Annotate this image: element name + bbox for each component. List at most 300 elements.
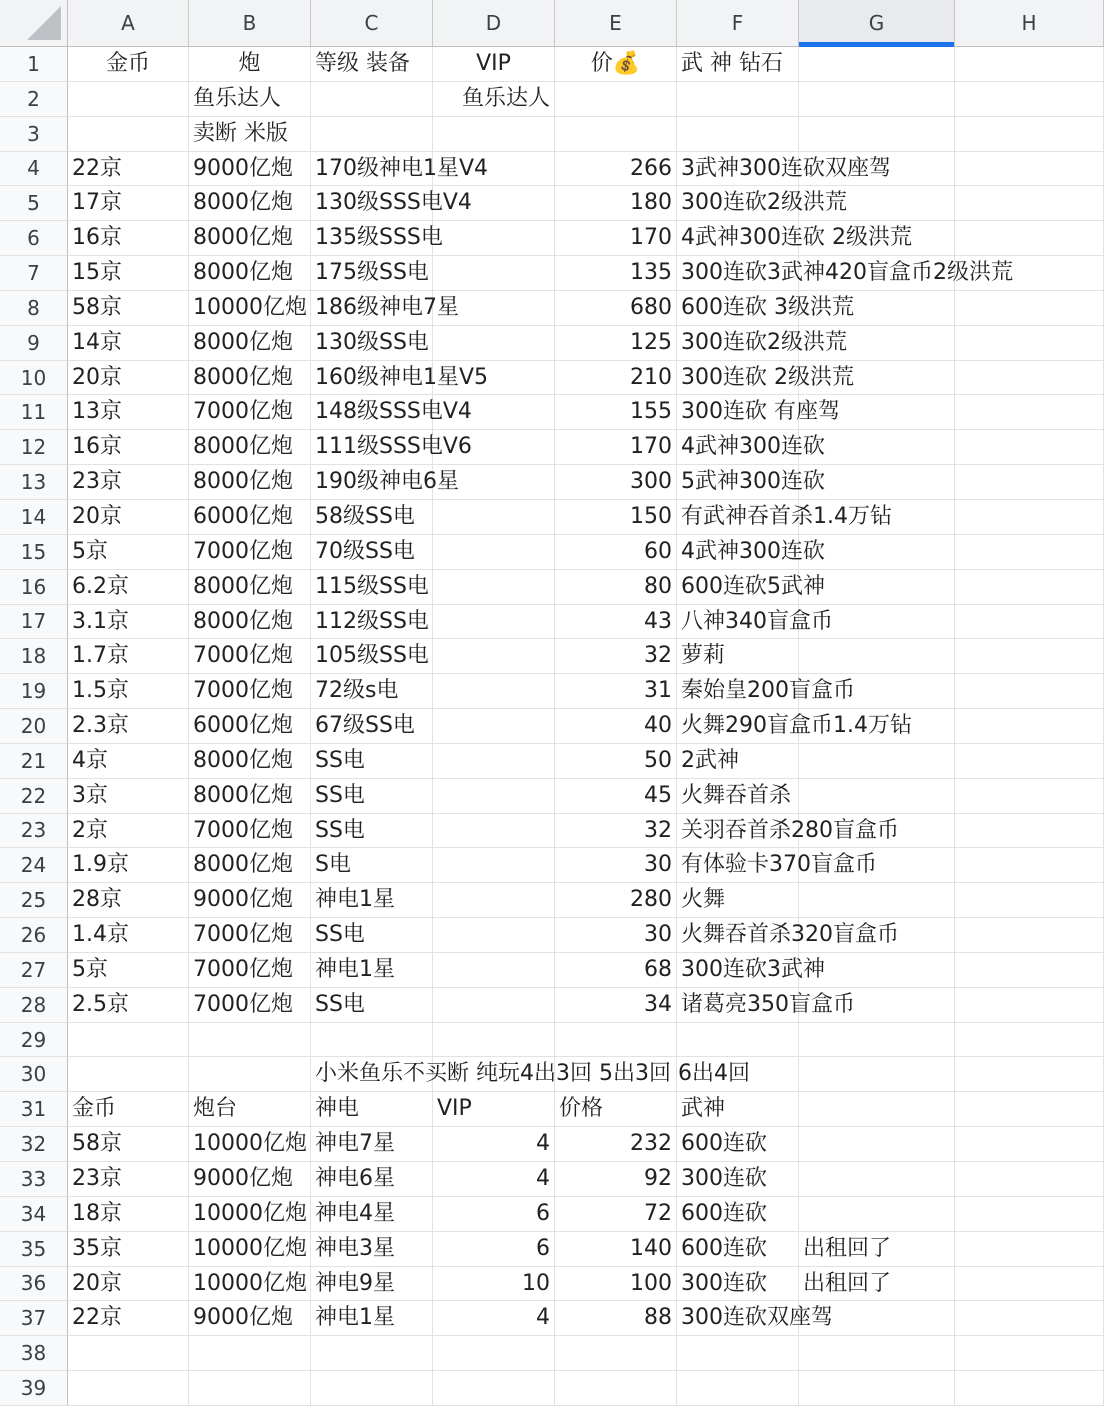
cell-c16[interactable] <box>311 570 433 605</box>
row-header-7[interactable]: 7 <box>0 256 68 291</box>
cell-b28[interactable] <box>189 988 311 1023</box>
row-header-3[interactable]: 3 <box>0 117 68 152</box>
cell-h38[interactable] <box>955 1336 1104 1371</box>
cell-d21[interactable] <box>433 744 555 779</box>
cell-c26[interactable] <box>311 918 433 953</box>
cell-d29[interactable] <box>433 1023 555 1058</box>
cell-e14[interactable] <box>555 500 677 535</box>
cell-h28[interactable] <box>955 988 1104 1023</box>
cell-d9[interactable] <box>433 326 555 361</box>
cell-c17[interactable] <box>311 605 433 640</box>
cell-b32[interactable] <box>189 1127 311 1162</box>
cell-e21[interactable] <box>555 744 677 779</box>
cell-h2[interactable] <box>955 82 1104 117</box>
cell-b9[interactable] <box>189 326 311 361</box>
cell-a26[interactable] <box>68 918 189 953</box>
cell-f19[interactable] <box>677 674 855 709</box>
cell-a14[interactable] <box>68 500 189 535</box>
cell-d24[interactable] <box>433 848 555 883</box>
cell-a23[interactable] <box>68 814 189 849</box>
cell-g18[interactable] <box>799 639 955 674</box>
cell-d39[interactable] <box>433 1371 555 1406</box>
cell-b30[interactable] <box>189 1057 311 1092</box>
cell-c15[interactable] <box>311 535 433 570</box>
cell-f23[interactable] <box>677 814 899 849</box>
cell-f3[interactable] <box>677 117 799 152</box>
cell-h35[interactable] <box>955 1232 1104 1267</box>
cell-d23[interactable] <box>433 814 555 849</box>
cell-c18[interactable] <box>311 639 433 674</box>
row-header-8[interactable]: 8 <box>0 291 68 326</box>
cell-b5[interactable] <box>189 186 311 221</box>
cell-e32[interactable] <box>555 1127 677 1162</box>
cell-g21[interactable] <box>799 744 955 779</box>
row-header-18[interactable]: 18 <box>0 639 68 674</box>
row-header-20[interactable]: 20 <box>0 709 68 744</box>
cell-d38[interactable] <box>433 1336 555 1371</box>
cell-c3[interactable] <box>311 117 433 152</box>
cell-g29[interactable] <box>799 1023 955 1058</box>
cell-g35[interactable] <box>799 1232 955 1267</box>
cell-g31[interactable] <box>799 1092 955 1127</box>
cell-d31[interactable] <box>433 1092 555 1127</box>
cell-e4[interactable] <box>555 152 677 187</box>
cell-d20[interactable] <box>433 709 555 744</box>
cell-a6[interactable] <box>68 221 189 256</box>
cell-h21[interactable] <box>955 744 1104 779</box>
cell-h22[interactable] <box>955 779 1104 814</box>
cell-c21[interactable] <box>311 744 433 779</box>
cell-f11[interactable] <box>677 395 840 430</box>
cell-a16[interactable] <box>68 570 189 605</box>
cell-a31[interactable] <box>68 1092 189 1127</box>
cell-f37[interactable] <box>677 1301 833 1336</box>
cell-b2[interactable] <box>189 82 311 117</box>
cell-a3[interactable] <box>68 117 189 152</box>
cell-e22[interactable] <box>555 779 677 814</box>
cell-c2[interactable] <box>311 82 433 117</box>
cell-a35[interactable] <box>68 1232 189 1267</box>
cell-a28[interactable] <box>68 988 189 1023</box>
cell-a8[interactable] <box>68 291 189 326</box>
row-header-34[interactable]: 34 <box>0 1197 68 1232</box>
cell-b19[interactable] <box>189 674 311 709</box>
cell-c38[interactable] <box>311 1336 433 1371</box>
cell-a9[interactable] <box>68 326 189 361</box>
cell-h1[interactable] <box>955 47 1104 82</box>
row-header-27[interactable]: 27 <box>0 953 68 988</box>
cell-g22[interactable] <box>799 779 955 814</box>
cell-h29[interactable] <box>955 1023 1104 1058</box>
cell-e24[interactable] <box>555 848 677 883</box>
row-header-14[interactable]: 14 <box>0 500 68 535</box>
cell-a37[interactable] <box>68 1301 189 1336</box>
cell-c27[interactable] <box>311 953 433 988</box>
cell-a10[interactable] <box>68 361 189 396</box>
cell-g25[interactable] <box>799 883 955 918</box>
cell-f13[interactable] <box>677 465 825 500</box>
cell-f27[interactable] <box>677 953 825 988</box>
row-header-2[interactable]: 2 <box>0 82 68 117</box>
cell-f14[interactable] <box>677 500 892 535</box>
cell-b12[interactable] <box>189 430 311 465</box>
cell-e11[interactable] <box>555 395 677 430</box>
cell-h8[interactable] <box>955 291 1104 326</box>
cell-c1[interactable] <box>311 47 433 82</box>
cell-h20[interactable] <box>955 709 1104 744</box>
cell-e37[interactable] <box>555 1301 677 1336</box>
cell-a32[interactable] <box>68 1127 189 1162</box>
cell-a5[interactable] <box>68 186 189 221</box>
cell-f8[interactable] <box>677 291 854 326</box>
cell-e28[interactable] <box>555 988 677 1023</box>
cell-g34[interactable] <box>799 1197 955 1232</box>
cell-h12[interactable] <box>955 430 1104 465</box>
cell-f21[interactable] <box>677 744 799 779</box>
row-header-17[interactable]: 17 <box>0 605 68 640</box>
cell-h30[interactable] <box>955 1057 1104 1092</box>
cell-d1[interactable] <box>433 47 555 82</box>
row-header-29[interactable]: 29 <box>0 1023 68 1058</box>
cell-h36[interactable] <box>955 1267 1104 1302</box>
cell-d3[interactable] <box>433 117 555 152</box>
cell-h25[interactable] <box>955 883 1104 918</box>
cell-f5[interactable] <box>677 186 847 221</box>
cell-e31[interactable] <box>555 1092 677 1127</box>
row-header-37[interactable]: 37 <box>0 1301 68 1336</box>
row-header-38[interactable]: 38 <box>0 1336 68 1371</box>
cell-h27[interactable] <box>955 953 1104 988</box>
cell-c19[interactable] <box>311 674 433 709</box>
cell-d22[interactable] <box>433 779 555 814</box>
cell-g3[interactable] <box>799 117 955 152</box>
cell-c31[interactable] <box>311 1092 433 1127</box>
cell-g30[interactable] <box>799 1057 955 1092</box>
cell-b27[interactable] <box>189 953 311 988</box>
cell-c11[interactable] <box>311 395 472 430</box>
cell-a30[interactable] <box>68 1057 189 1092</box>
cell-f25[interactable] <box>677 883 799 918</box>
cell-e9[interactable] <box>555 326 677 361</box>
cell-e15[interactable] <box>555 535 677 570</box>
cell-a2[interactable] <box>68 82 189 117</box>
cell-d28[interactable] <box>433 988 555 1023</box>
cell-c37[interactable] <box>311 1301 433 1336</box>
cell-e12[interactable] <box>555 430 677 465</box>
cell-c24[interactable] <box>311 848 433 883</box>
cell-c22[interactable] <box>311 779 433 814</box>
cell-h11[interactable] <box>955 395 1104 430</box>
cell-e36[interactable] <box>555 1267 677 1302</box>
cell-c25[interactable] <box>311 883 433 918</box>
cell-e2[interactable] <box>555 82 677 117</box>
cell-e39[interactable] <box>555 1371 677 1406</box>
row-header-24[interactable]: 24 <box>0 848 68 883</box>
cell-a20[interactable] <box>68 709 189 744</box>
cell-e16[interactable] <box>555 570 677 605</box>
cell-a24[interactable] <box>68 848 189 883</box>
cell-d19[interactable] <box>433 674 555 709</box>
cell-b31[interactable] <box>189 1092 311 1127</box>
cell-b25[interactable] <box>189 883 311 918</box>
cell-e27[interactable] <box>555 953 677 988</box>
cell-e7[interactable] <box>555 256 677 291</box>
cell-d32[interactable] <box>433 1127 555 1162</box>
cell-c35[interactable] <box>311 1232 433 1267</box>
cell-f18[interactable] <box>677 639 799 674</box>
cell-f29[interactable] <box>677 1023 799 1058</box>
row-header-1[interactable]: 1 <box>0 47 68 82</box>
cell-d27[interactable] <box>433 953 555 988</box>
cell-a21[interactable] <box>68 744 189 779</box>
cell-c34[interactable] <box>311 1197 433 1232</box>
cell-f31[interactable] <box>677 1092 799 1127</box>
row-header-26[interactable]: 26 <box>0 918 68 953</box>
row-header-11[interactable]: 11 <box>0 395 68 430</box>
cell-h34[interactable] <box>955 1197 1104 1232</box>
cell-c39[interactable] <box>311 1371 433 1406</box>
cell-d26[interactable] <box>433 918 555 953</box>
column-header-h[interactable]: H <box>955 0 1104 47</box>
cell-a36[interactable] <box>68 1267 189 1302</box>
row-header-15[interactable]: 15 <box>0 535 68 570</box>
cell-e25[interactable] <box>555 883 677 918</box>
cell-d18[interactable] <box>433 639 555 674</box>
cell-b6[interactable] <box>189 221 311 256</box>
cell-h23[interactable] <box>955 814 1104 849</box>
row-header-22[interactable]: 22 <box>0 779 68 814</box>
cell-d6[interactable] <box>433 221 555 256</box>
cell-c12[interactable] <box>311 430 472 465</box>
cell-b36[interactable] <box>189 1267 311 1302</box>
cell-b15[interactable] <box>189 535 311 570</box>
cell-a39[interactable] <box>68 1371 189 1406</box>
cell-g36[interactable] <box>799 1267 955 1302</box>
cell-e1[interactable] <box>555 47 677 82</box>
cell-c6[interactable] <box>311 221 443 256</box>
cell-h16[interactable] <box>955 570 1104 605</box>
cell-d2[interactable] <box>433 82 555 117</box>
cell-h19[interactable] <box>955 674 1104 709</box>
cell-b16[interactable] <box>189 570 311 605</box>
cell-h24[interactable] <box>955 848 1104 883</box>
cell-d15[interactable] <box>433 535 555 570</box>
row-header-9[interactable]: 9 <box>0 326 68 361</box>
cell-h17[interactable] <box>955 605 1104 640</box>
row-header-10[interactable]: 10 <box>0 361 68 396</box>
cell-d14[interactable] <box>433 500 555 535</box>
cell-b33[interactable] <box>189 1162 311 1197</box>
cell-c5[interactable] <box>311 186 472 221</box>
cell-e13[interactable] <box>555 465 677 500</box>
cell-b38[interactable] <box>189 1336 311 1371</box>
row-header-36[interactable]: 36 <box>0 1267 68 1302</box>
row-header-4[interactable]: 4 <box>0 152 68 187</box>
cell-g2[interactable] <box>799 82 955 117</box>
cell-c20[interactable] <box>311 709 433 744</box>
cell-h33[interactable] <box>955 1162 1104 1197</box>
cell-c23[interactable] <box>311 814 433 849</box>
cell-f26[interactable] <box>677 918 899 953</box>
cell-c36[interactable] <box>311 1267 433 1302</box>
cell-d35[interactable] <box>433 1232 555 1267</box>
cell-e26[interactable] <box>555 918 677 953</box>
cell-f38[interactable] <box>677 1336 799 1371</box>
cell-c4[interactable] <box>311 152 489 187</box>
cell-a29[interactable] <box>68 1023 189 1058</box>
cell-g33[interactable] <box>799 1162 955 1197</box>
cell-c28[interactable] <box>311 988 433 1023</box>
row-header-5[interactable]: 5 <box>0 186 68 221</box>
cell-a4[interactable] <box>68 152 189 187</box>
cell-b3[interactable] <box>189 117 311 152</box>
cell-e19[interactable] <box>555 674 677 709</box>
cell-a17[interactable] <box>68 605 189 640</box>
cell-h4[interactable] <box>955 152 1104 187</box>
row-header-19[interactable]: 19 <box>0 674 68 709</box>
cell-c32[interactable] <box>311 1127 433 1162</box>
cell-f12[interactable] <box>677 430 825 465</box>
select-all-corner[interactable] <box>0 0 68 47</box>
cell-c13[interactable] <box>311 465 459 500</box>
row-header-32[interactable]: 32 <box>0 1127 68 1162</box>
cell-a34[interactable] <box>68 1197 189 1232</box>
cell-e10[interactable] <box>555 361 677 396</box>
cell-e3[interactable] <box>555 117 677 152</box>
cell-d36[interactable] <box>433 1267 555 1302</box>
cell-b34[interactable] <box>189 1197 311 1232</box>
cell-c29[interactable] <box>311 1023 433 1058</box>
cell-f32[interactable] <box>677 1127 799 1162</box>
cell-d34[interactable] <box>433 1197 555 1232</box>
cell-a19[interactable] <box>68 674 189 709</box>
row-header-13[interactable]: 13 <box>0 465 68 500</box>
cell-b37[interactable] <box>189 1301 311 1336</box>
cell-h31[interactable] <box>955 1092 1104 1127</box>
cell-f1[interactable] <box>677 47 799 82</box>
cell-b4[interactable] <box>189 152 311 187</box>
row-header-25[interactable]: 25 <box>0 883 68 918</box>
row-header-30[interactable]: 30 <box>0 1057 68 1092</box>
cell-a1[interactable] <box>68 47 189 82</box>
cell-e38[interactable] <box>555 1336 677 1371</box>
cell-a18[interactable] <box>68 639 189 674</box>
cell-h37[interactable] <box>955 1301 1104 1336</box>
cell-f2[interactable] <box>677 82 799 117</box>
cell-h32[interactable] <box>955 1127 1104 1162</box>
cell-b39[interactable] <box>189 1371 311 1406</box>
column-header-e[interactable]: E <box>555 0 677 47</box>
cell-a25[interactable] <box>68 883 189 918</box>
cell-a38[interactable] <box>68 1336 189 1371</box>
cell-h9[interactable] <box>955 326 1104 361</box>
row-header-21[interactable]: 21 <box>0 744 68 779</box>
cell-h39[interactable] <box>955 1371 1104 1406</box>
cell-e20[interactable] <box>555 709 677 744</box>
cell-f20[interactable] <box>677 709 912 744</box>
cell-h3[interactable] <box>955 117 1104 152</box>
cell-d37[interactable] <box>433 1301 555 1336</box>
cell-c7[interactable] <box>311 256 433 291</box>
cell-b26[interactable] <box>189 918 311 953</box>
column-header-g[interactable]: G <box>799 0 955 47</box>
cell-f7[interactable] <box>677 256 1013 291</box>
cell-f4[interactable] <box>677 152 891 187</box>
row-header-35[interactable]: 35 <box>0 1232 68 1267</box>
cell-g32[interactable] <box>799 1127 955 1162</box>
cell-f10[interactable] <box>677 361 854 396</box>
cell-b11[interactable] <box>189 395 311 430</box>
cell-a22[interactable] <box>68 779 189 814</box>
cell-f22[interactable] <box>677 779 799 814</box>
cell-f33[interactable] <box>677 1162 799 1197</box>
row-header-12[interactable]: 12 <box>0 430 68 465</box>
cell-c33[interactable] <box>311 1162 433 1197</box>
column-header-a[interactable]: A <box>68 0 189 47</box>
row-header-23[interactable]: 23 <box>0 814 68 849</box>
cell-h14[interactable] <box>955 500 1104 535</box>
cell-b13[interactable] <box>189 465 311 500</box>
cell-f6[interactable] <box>677 221 912 256</box>
cell-g39[interactable] <box>799 1371 955 1406</box>
column-header-d[interactable]: D <box>433 0 555 47</box>
row-header-16[interactable]: 16 <box>0 570 68 605</box>
cell-b29[interactable] <box>189 1023 311 1058</box>
cell-e35[interactable] <box>555 1232 677 1267</box>
row-header-28[interactable]: 28 <box>0 988 68 1023</box>
cell-d17[interactable] <box>433 605 555 640</box>
cell-f17[interactable] <box>677 605 833 640</box>
row-header-31[interactable]: 31 <box>0 1092 68 1127</box>
cell-h18[interactable] <box>955 639 1104 674</box>
cell-d16[interactable] <box>433 570 555 605</box>
cell-g1[interactable] <box>799 47 955 82</box>
cell-f28[interactable] <box>677 988 855 1023</box>
cell-e33[interactable] <box>555 1162 677 1197</box>
cell-d25[interactable] <box>433 883 555 918</box>
cell-b7[interactable] <box>189 256 311 291</box>
column-header-b[interactable]: B <box>189 0 311 47</box>
cell-a12[interactable] <box>68 430 189 465</box>
cell-a13[interactable] <box>68 465 189 500</box>
cell-h6[interactable] <box>955 221 1104 256</box>
cell-h10[interactable] <box>955 361 1104 396</box>
cell-b1[interactable] <box>189 47 311 82</box>
cell-b17[interactable] <box>189 605 311 640</box>
cell-f39[interactable] <box>677 1371 799 1406</box>
cell-h26[interactable] <box>955 918 1104 953</box>
cell-b8[interactable] <box>189 291 311 326</box>
cell-f34[interactable] <box>677 1197 799 1232</box>
column-header-c[interactable]: C <box>311 0 433 47</box>
cell-b18[interactable] <box>189 639 311 674</box>
cell-b23[interactable] <box>189 814 311 849</box>
cell-f15[interactable] <box>677 535 825 570</box>
cell-b20[interactable] <box>189 709 311 744</box>
cell-e29[interactable] <box>555 1023 677 1058</box>
cell-d33[interactable] <box>433 1162 555 1197</box>
cell-a11[interactable] <box>68 395 189 430</box>
column-header-f[interactable]: F <box>677 0 799 47</box>
cell-a27[interactable] <box>68 953 189 988</box>
cell-f36[interactable] <box>677 1267 799 1302</box>
cell-e23[interactable] <box>555 814 677 849</box>
cell-c8[interactable] <box>311 291 459 326</box>
cell-d7[interactable] <box>433 256 555 291</box>
cell-e5[interactable] <box>555 186 677 221</box>
row-header-33[interactable]: 33 <box>0 1162 68 1197</box>
cell-b14[interactable] <box>189 500 311 535</box>
